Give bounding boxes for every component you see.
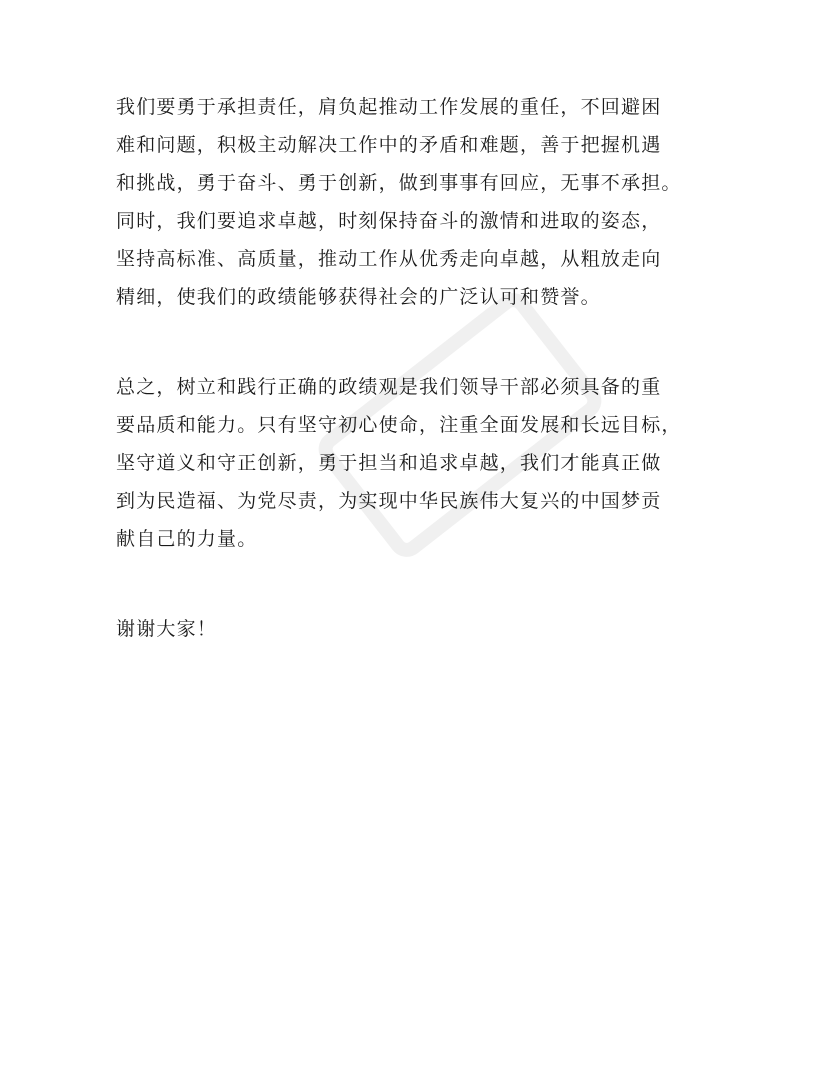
closing-line: 谢谢大家！ <box>116 618 218 640</box>
text-line: 同时，我们要追求卓越，时刻保持奋斗的激情和进取的姿态， <box>116 210 662 232</box>
text-line: 难和问题，积极主动解决工作中的矛盾和难题，善于把握机遇 <box>116 134 662 156</box>
text-line: 精细，使我们的政绩能够获得社会的广泛认可和赞誉。 <box>116 286 601 308</box>
text-line: 要品质和能力。只有坚守初心使命，注重全面发展和长远目标， <box>116 414 682 436</box>
text-line: 到为民造福、为党尽责，为实现中华民族伟大复兴的中国梦贡 <box>116 490 662 512</box>
text-line: 总之，树立和践行正确的政绩观是我们领导干部必须具备的重 <box>116 376 662 398</box>
text-line: 坚持高标准、高质量，推动工作从优秀走向卓越，从粗放走向 <box>116 248 662 270</box>
text-line: 坚守道义和守正创新，勇于担当和追求卓越，我们才能真正做 <box>116 452 662 474</box>
text-line: 我们要勇于承担责任，肩负起推动工作发展的重任，不回避困 <box>116 96 662 118</box>
text-line: 和挑战，勇于奋斗、勇于创新，做到事事有回应，无事不承担。 <box>116 172 682 194</box>
text-line: 献自己的力量。 <box>116 528 258 550</box>
